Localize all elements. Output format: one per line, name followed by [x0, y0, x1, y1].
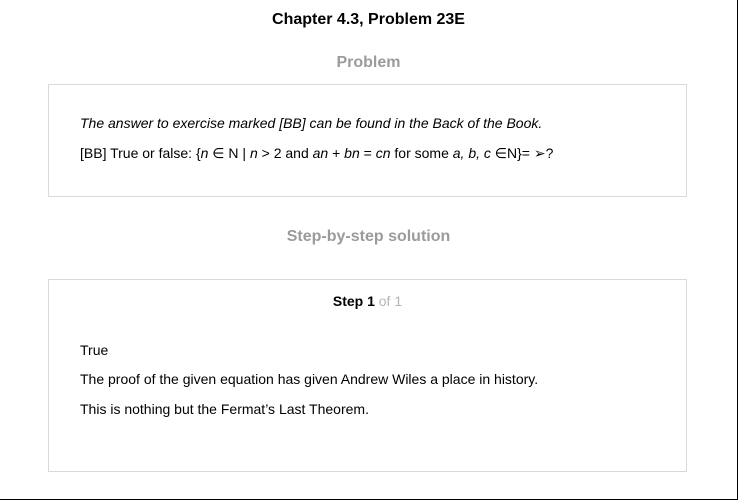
math-plus: +	[328, 145, 345, 161]
statement-condition: > 2 and	[257, 145, 313, 161]
math-term-bn: bn	[344, 145, 360, 161]
problem-statement	[80, 145, 553, 162]
statement-set-part: ∈ N |	[208, 145, 250, 161]
solution-line-theorem: This is nothing but the Fermat’s Last Theorem.	[80, 401, 369, 417]
page-title: Chapter 4.3, Problem 23E	[272, 11, 465, 28]
statement-suffix: ∈N}= ➢?	[490, 145, 554, 161]
step-header	[49, 293, 686, 309]
math-term-an: an	[312, 145, 329, 161]
solution-line-answer: True	[80, 342, 109, 358]
math-var-n: n	[200, 145, 209, 161]
statement-for-some: for some	[390, 145, 453, 161]
statement-prefix: [BB] True or false: {	[80, 145, 201, 161]
step-count: of 1	[374, 293, 403, 309]
math-equals: =	[359, 145, 376, 161]
problem-heading: Problem	[336, 54, 401, 71]
problem-card	[48, 84, 687, 197]
math-vars-abc: a, b, c	[452, 145, 491, 161]
math-term-cn: cn	[375, 145, 391, 161]
solution-line-explanation: The proof of the given equation has given Andrew Wiles a place in history.	[80, 371, 539, 387]
step-label: Step 1	[332, 293, 375, 309]
solution-heading: Step-by-step solution	[286, 228, 451, 245]
problem-note: The answer to exercise marked [BB] can be found in the Back of the Book.	[80, 115, 543, 131]
math-var-n-condition: n	[249, 145, 258, 161]
solution-card	[48, 279, 687, 472]
